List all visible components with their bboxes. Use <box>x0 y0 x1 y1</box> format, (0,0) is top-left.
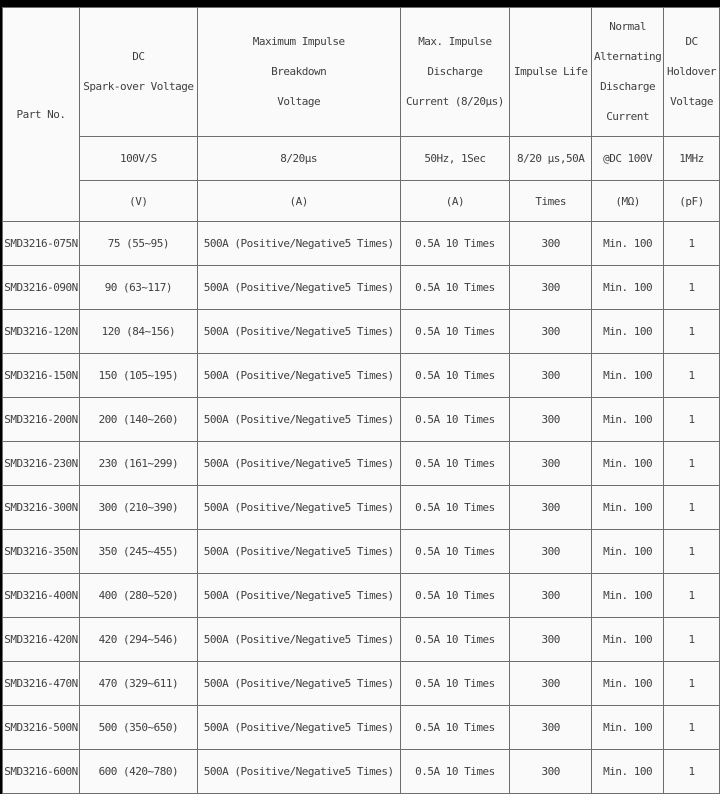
spark-over-voltage-cell: 120 (84~156) <box>79 310 197 354</box>
alt-discharge-current-cell: Min. 100 <box>592 662 664 706</box>
col-header-part-no: Part No. <box>3 8 80 222</box>
alt-discharge-current-cell: Min. 100 <box>592 486 664 530</box>
discharge-current-cell: 0.5A 10 Times <box>400 486 510 530</box>
holdover-voltage-cell: 1 <box>664 266 720 310</box>
spark-over-voltage-cell: 470 (329~611) <box>79 662 197 706</box>
breakdown-voltage-cell: 500A (Positive/Negative5 Times) <box>197 354 400 398</box>
part-no-cell: SMD3216-350N <box>3 530 80 574</box>
alt-discharge-current-cell: Min. 100 <box>592 750 664 794</box>
discharge-current-cell: 0.5A 10 Times <box>400 354 510 398</box>
table-body <box>3 222 720 794</box>
discharge-current-cell: 0.5A 10 Times <box>400 706 510 750</box>
breakdown-voltage-cell: 500A (Positive/Negative5 Times) <box>197 530 400 574</box>
header-line: Maximum Impulse <box>252 35 345 48</box>
spark-over-voltage-cell: 600 (420~780) <box>79 750 197 794</box>
header-line: Holdover <box>667 65 717 78</box>
table-row <box>3 222 720 266</box>
part-no-cell: SMD3216-400N <box>3 574 80 618</box>
unit-cell: (A) <box>197 181 400 222</box>
discharge-current-cell: 0.5A 10 Times <box>400 662 510 706</box>
impulse-life-cell: 300 <box>510 310 592 354</box>
spark-over-voltage-cell: 75 (55~95) <box>79 222 197 266</box>
spec-table <box>2 7 720 794</box>
condition-cell: 100V/S <box>79 137 197 181</box>
impulse-life-cell: 300 <box>510 750 592 794</box>
table-row <box>3 266 720 310</box>
discharge-current-cell: 0.5A 10 Times <box>400 750 510 794</box>
col-header-impulse-life <box>510 8 592 137</box>
breakdown-voltage-cell: 500A (Positive/Negative5 Times) <box>197 618 400 662</box>
alt-discharge-current-cell: Min. 100 <box>592 442 664 486</box>
impulse-life-cell: 300 <box>510 354 592 398</box>
breakdown-voltage-cell: 500A (Positive/Negative5 Times) <box>197 574 400 618</box>
breakdown-voltage-cell: 500A (Positive/Negative5 Times) <box>197 222 400 266</box>
table-row <box>3 310 720 354</box>
header-line: Current (8/20μs) <box>405 95 504 108</box>
breakdown-voltage-cell: 500A (Positive/Negative5 Times) <box>197 266 400 310</box>
breakdown-voltage-cell: 500A (Positive/Negative5 Times) <box>197 310 400 354</box>
alt-discharge-current-cell: Min. 100 <box>592 618 664 662</box>
spark-over-voltage-cell: 500 (350~650) <box>79 706 197 750</box>
holdover-voltage-cell: 1 <box>664 222 720 266</box>
header-line: Breakdown <box>271 65 327 78</box>
col-header-dc-holdover-voltage <box>664 8 720 137</box>
table-row <box>3 486 720 530</box>
header-line: Voltage <box>277 95 321 108</box>
part-no-cell: SMD3216-300N <box>3 486 80 530</box>
spark-over-voltage-cell: 300 (210~390) <box>79 486 197 530</box>
alt-discharge-current-cell: Min. 100 <box>592 398 664 442</box>
part-no-cell: SMD3216-090N <box>3 266 80 310</box>
header-line: Max. Impulse <box>418 35 492 48</box>
impulse-life-cell: 300 <box>510 530 592 574</box>
header-line: Impulse Life <box>513 65 588 78</box>
breakdown-voltage-cell: 500A (Positive/Negative5 Times) <box>197 706 400 750</box>
spark-over-voltage-cell: 420 (294~546) <box>79 618 197 662</box>
part-no-cell: SMD3216-420N <box>3 618 80 662</box>
unit-cell: (V) <box>79 181 197 222</box>
impulse-life-cell: 300 <box>510 662 592 706</box>
header-line: Current <box>606 110 650 123</box>
part-no-cell: SMD3216-600N <box>3 750 80 794</box>
spark-over-voltage-cell: 350 (245~455) <box>79 530 197 574</box>
discharge-current-cell: 0.5A 10 Times <box>400 310 510 354</box>
table-row <box>3 662 720 706</box>
spark-over-voltage-cell: 200 (140~260) <box>79 398 197 442</box>
condition-cell: 50Hz, 1Sec <box>400 137 510 181</box>
spark-over-voltage-cell: 230 (161~299) <box>79 442 197 486</box>
unit-cell: (pF) <box>664 181 720 222</box>
col-header-normal-alternating-discharge-current <box>592 8 664 137</box>
alt-discharge-current-cell: Min. 100 <box>592 574 664 618</box>
col-header-max-impulse-breakdown-voltage <box>197 8 400 137</box>
unit-cell: (A) <box>400 181 510 222</box>
alt-discharge-current-cell: Min. 100 <box>592 706 664 750</box>
breakdown-voltage-cell: 500A (Positive/Negative5 Times) <box>197 398 400 442</box>
header-line: Spark-over Voltage <box>83 80 194 93</box>
header-line: DC <box>132 50 145 63</box>
header-line: Alternating <box>593 50 662 63</box>
breakdown-voltage-cell: 500A (Positive/Negative5 Times) <box>197 442 400 486</box>
holdover-voltage-cell: 1 <box>664 530 720 574</box>
col-header-max-impulse-discharge-current <box>400 8 510 137</box>
alt-discharge-current-cell: Min. 100 <box>592 530 664 574</box>
table-row <box>3 574 720 618</box>
condition-cell: 8/20 μs,50A <box>510 137 592 181</box>
table-row <box>3 706 720 750</box>
discharge-current-cell: 0.5A 10 Times <box>400 618 510 662</box>
holdover-voltage-cell: 1 <box>664 310 720 354</box>
condition-cell: 8/20μs <box>197 137 400 181</box>
table-row <box>3 398 720 442</box>
table-header <box>3 8 720 222</box>
header-line: Discharge <box>600 80 656 93</box>
alt-discharge-current-cell: Min. 100 <box>592 310 664 354</box>
impulse-life-cell: 300 <box>510 222 592 266</box>
part-no-cell: SMD3216-120N <box>3 310 80 354</box>
table-row <box>3 618 720 662</box>
impulse-life-cell: 300 <box>510 574 592 618</box>
impulse-life-cell: 300 <box>510 266 592 310</box>
header-line: Discharge <box>427 65 483 78</box>
part-no-cell: SMD3216-075N <box>3 222 80 266</box>
alt-discharge-current-cell: Min. 100 <box>592 354 664 398</box>
spark-over-voltage-cell: 90 (63~117) <box>79 266 197 310</box>
table-row <box>3 442 720 486</box>
datasheet-frame <box>2 7 720 794</box>
part-no-cell: SMD3216-150N <box>3 354 80 398</box>
holdover-voltage-cell: 1 <box>664 486 720 530</box>
holdover-voltage-cell: 1 <box>664 662 720 706</box>
header-line: Normal <box>609 20 646 33</box>
impulse-life-cell: 300 <box>510 442 592 486</box>
unit-cell: Times <box>510 181 592 222</box>
discharge-current-cell: 0.5A 10 Times <box>400 266 510 310</box>
impulse-life-cell: 300 <box>510 486 592 530</box>
discharge-current-cell: 0.5A 10 Times <box>400 530 510 574</box>
header-line: DC <box>685 35 698 48</box>
holdover-voltage-cell: 1 <box>664 706 720 750</box>
condition-cell: 1MHz <box>664 137 720 181</box>
discharge-current-cell: 0.5A 10 Times <box>400 222 510 266</box>
spark-over-voltage-cell: 400 (280~520) <box>79 574 197 618</box>
holdover-voltage-cell: 1 <box>664 750 720 794</box>
part-no-cell: SMD3216-230N <box>3 442 80 486</box>
holdover-voltage-cell: 1 <box>664 354 720 398</box>
header-line: Voltage <box>670 95 713 108</box>
col-header-spark-over-voltage <box>79 8 197 137</box>
impulse-life-cell: 300 <box>510 706 592 750</box>
header-row-titles <box>3 8 720 137</box>
holdover-voltage-cell: 1 <box>664 398 720 442</box>
table-row <box>3 750 720 794</box>
holdover-voltage-cell: 1 <box>664 618 720 662</box>
alt-discharge-current-cell: Min. 100 <box>592 266 664 310</box>
discharge-current-cell: 0.5A 10 Times <box>400 442 510 486</box>
condition-cell: @DC 100V <box>592 137 664 181</box>
breakdown-voltage-cell: 500A (Positive/Negative5 Times) <box>197 662 400 706</box>
part-no-cell: SMD3216-200N <box>3 398 80 442</box>
breakdown-voltage-cell: 500A (Positive/Negative5 Times) <box>197 750 400 794</box>
impulse-life-cell: 300 <box>510 398 592 442</box>
discharge-current-cell: 0.5A 10 Times <box>400 398 510 442</box>
discharge-current-cell: 0.5A 10 Times <box>400 574 510 618</box>
table-row <box>3 530 720 574</box>
holdover-voltage-cell: 1 <box>664 442 720 486</box>
part-no-cell: SMD3216-500N <box>3 706 80 750</box>
alt-discharge-current-cell: Min. 100 <box>592 222 664 266</box>
header-row-conditions <box>3 137 720 181</box>
spark-over-voltage-cell: 150 (105~195) <box>79 354 197 398</box>
holdover-voltage-cell: 1 <box>664 574 720 618</box>
table-row <box>3 354 720 398</box>
unit-cell: (MΩ) <box>592 181 664 222</box>
impulse-life-cell: 300 <box>510 618 592 662</box>
breakdown-voltage-cell: 500A (Positive/Negative5 Times) <box>197 486 400 530</box>
part-no-cell: SMD3216-470N <box>3 662 80 706</box>
header-row-units <box>3 181 720 222</box>
